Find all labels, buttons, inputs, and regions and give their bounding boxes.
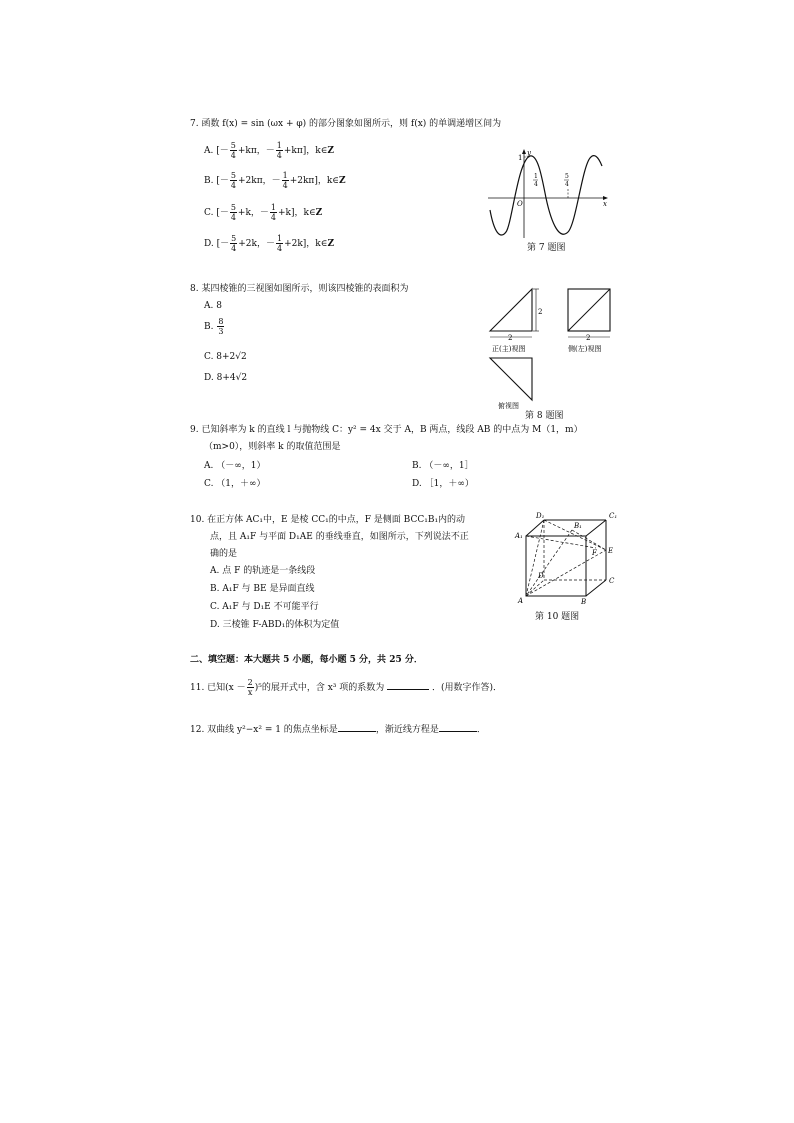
q10-option-c: C. A₁F 与 D₁E 不可能平行 [210, 602, 319, 612]
label-d: D [538, 572, 544, 580]
q8-option-a: A. 8 [204, 301, 222, 311]
label-c: C [609, 577, 615, 585]
q10-line2: 点，且 A₁F 与平面 D₁AE 的垂线垂直，如图所示，下列说法不正 [210, 532, 469, 542]
q8-option-d: D. 8+4√2 [204, 373, 248, 383]
tick-quarter-num: 1 [534, 173, 538, 180]
y-axis-label: y [527, 149, 531, 157]
section-two-heading: 二、填空题：本大题共 5 小题，每小题 5 分，共 25 分． [190, 655, 423, 665]
q11-answer-blank[interactable] [387, 680, 429, 690]
q9-option-b: B. （－∞，1］ [412, 461, 474, 471]
q9-option-a: A. （－∞，1） [204, 461, 266, 471]
label-e: E [608, 547, 614, 555]
q8-three-views [484, 284, 614, 418]
q8-option-b: B. $\frac{8}{3}$ [204, 317, 224, 336]
q12: 12. 双曲线 y²−x² = 1 的焦点坐标是 ，渐近线方程是 ． [190, 722, 486, 736]
q12-asymptote-blank[interactable] [439, 722, 477, 732]
q9-option-d: D. ［1，＋∞） [412, 479, 474, 489]
q8-stem: 8. 某四棱锥的三视图如图所示，则该四棱锥的表面积为 [190, 284, 409, 294]
sine-curve [490, 156, 602, 235]
y-tick-one: 1 [518, 154, 523, 162]
top-view-shape [490, 358, 532, 400]
q11: 11. 已知(x － $\frac{2}{x}$ )⁵的展开式中，含 x³ 项的系数为 ．(用数字作答)． [190, 678, 503, 697]
label-a: A [518, 597, 524, 605]
label-b: B [581, 598, 587, 606]
side-view-label: 侧(左)视图 [568, 345, 602, 353]
q7-figure-caption: 第 7 题图 [527, 243, 566, 253]
side-width-dim: 2 [586, 334, 591, 342]
label-b1: B₁ [574, 522, 582, 530]
q8-figure-caption: 第 8 题图 [525, 411, 564, 421]
tick-five-quarter-den: 4 [565, 181, 569, 188]
q7-sine-graph [486, 148, 612, 240]
label-d1: D₁ [536, 512, 545, 520]
front-view-shape [490, 289, 532, 331]
q10-option-a: A. 点 F 的轨迹是一条线段 [210, 566, 316, 576]
front-width-dim: 2 [508, 334, 513, 342]
x-axis-label: x [603, 200, 607, 208]
q10-option-d: D. 三棱锥 F-ABD₁的体积为定值 [210, 620, 340, 630]
front-height-dim: 2 [538, 308, 543, 316]
q9-line2: （m>0），则斜率 k 的取值范围是 [204, 442, 341, 452]
tick-quarter-den: 4 [534, 181, 538, 188]
top-view-label: 俯视图 [498, 402, 519, 410]
q12-focus-blank[interactable] [338, 722, 376, 732]
q7-stem: 7. 函数 f(x) = sin (ωx + φ) 的部分图象如图所示，则 f(x) 的单调递增区间为 [190, 119, 502, 129]
q9-line1: 9. 已知斜率为 k 的直线 l 与抛物线 C：y² = 4x 交于 A，B 两点，线段 AB 的中点为 M（1，m） [190, 425, 583, 435]
q9-option-c: C. （1，＋∞） [204, 479, 266, 489]
front-view-label: 正(主)视图 [492, 345, 526, 353]
label-f: F [592, 549, 597, 557]
q10-line3: 确的是 [210, 549, 238, 559]
y-axis-arrow [522, 149, 526, 154]
q10-line1: 10. 在正方体 AC₁中，E 是棱 CC₁的中点，F 是侧面 BCC₁B₁内的动 [190, 515, 466, 525]
q7-option-a: A. [－ $\frac{5}{4}$ +kπ，－ $\frac{1}{4}$ +kπ]，k∈Z [204, 141, 334, 160]
q10-figure-caption: 第 10 题图 [535, 612, 580, 622]
q7-option-b: B. [－ $\frac{5}{4}$ +2kπ，－ $\frac{1}{4}$ +2kπ]，k∈Z [204, 171, 346, 190]
label-a1: A₁ [515, 532, 523, 540]
tick-five-quarter-num: 5 [565, 173, 569, 180]
origin-label: O [517, 200, 523, 208]
q7-option-d: D. [－ $\frac{5}{4}$ +2k，－ $\frac{1}{4}$ +2k]，k∈Z [204, 234, 335, 253]
label-c1: C₁ [609, 512, 618, 520]
q10-cube-figure [514, 508, 624, 608]
q10-option-b: B. A₁F 与 BE 是异面直线 [210, 584, 315, 594]
q7-option-c: C. [－ $\frac{5}{4}$ +k，－ $\frac{1}{4}$ +k]，k∈Z [204, 203, 323, 222]
q8-option-c: C. 8+2√2 [204, 352, 247, 362]
